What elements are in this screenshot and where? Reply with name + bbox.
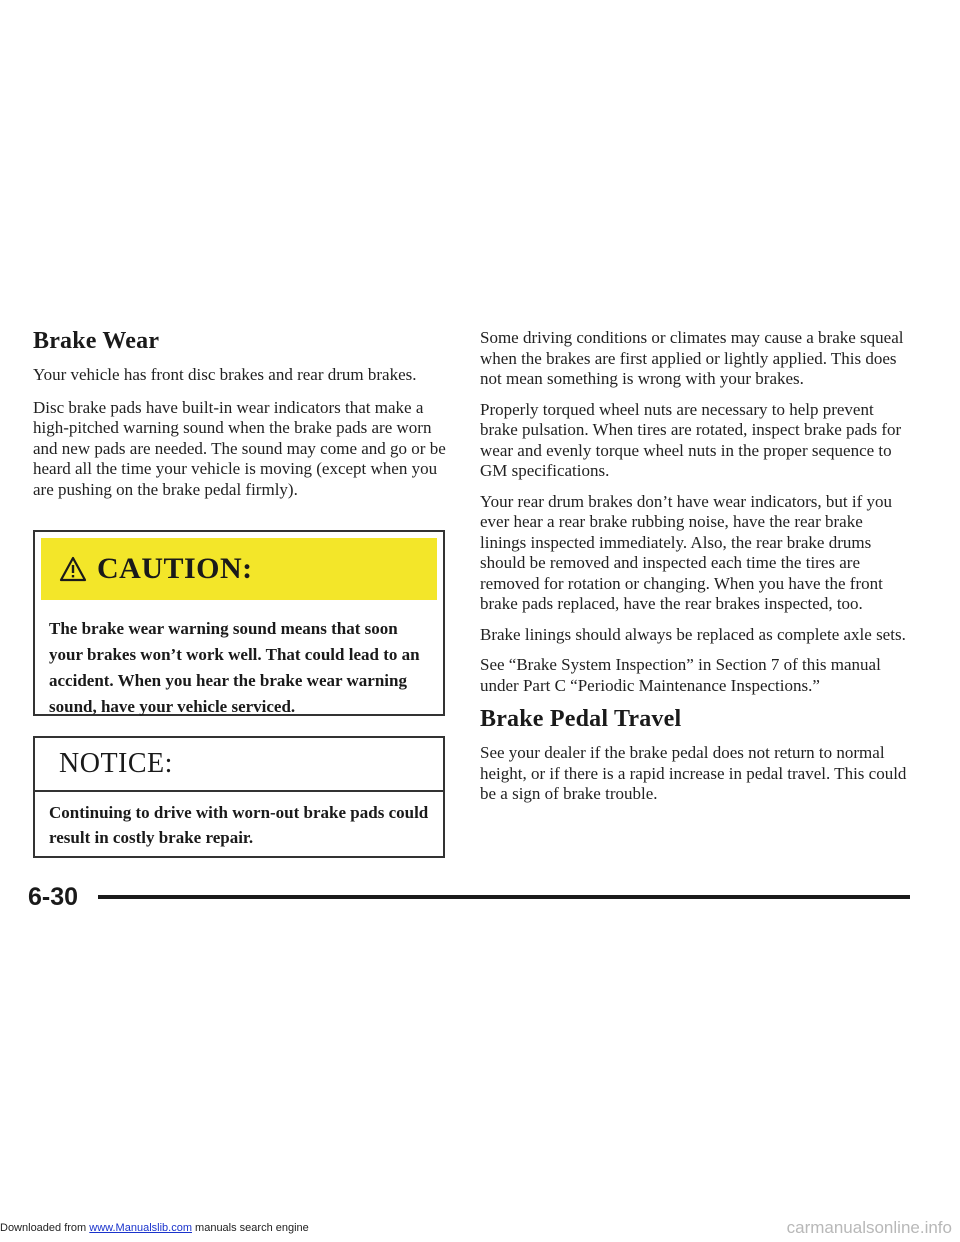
download-prefix: Downloaded from xyxy=(0,1222,90,1234)
paragraph: See “Brake System Inspection” in Section 7 of this manual under Part C “Periodic Maintenance Inspections.” xyxy=(480,655,881,695)
paragraph: Some driving conditions or climates may cause a brake squeal when the brakes are first applied or lightly applied. This does not mean something is wrong with your brakes. xyxy=(480,328,904,388)
notice-box xyxy=(33,736,445,858)
watermark: carmanualsonline.info xyxy=(786,1218,952,1237)
paragraph: Your vehicle has front disc brakes and rear drum brakes. xyxy=(33,365,417,384)
paragraph: See your dealer if the brake pedal does not return to normal height, or if there is a rapid increase in pedal travel. This could be a sign of brake trouble. xyxy=(480,743,907,803)
footer-rule xyxy=(98,895,910,899)
page-number: 6-30 xyxy=(28,883,79,911)
notice-title: NOTICE: xyxy=(59,748,173,779)
section-heading-brake-pedal-travel: Brake Pedal Travel xyxy=(480,706,682,732)
paragraph: Your rear drum brakes don’t have wear indicators, but if you ever hear a rear brake rubbing noise, have the rear brake linings inspected immediately. Also, the rear brake drums should be removed and inspected each time the tires are removed for rotation or changing. When you have the front brake pads replaced, have the rear brakes inspected, too. xyxy=(480,491,892,613)
right-column xyxy=(480,328,910,815)
caution-text: The brake wear warning sound means that soon your brakes won’t work well. That could lead to an accident. When you hear the brake wear warning sound, have your vehicle serviced. xyxy=(49,619,420,716)
download-banner xyxy=(0,1222,309,1234)
caution-box xyxy=(33,530,445,716)
notice-text: Continuing to drive with worn-out brake pads could result in costly brake repair. xyxy=(49,803,429,847)
warning-triangle-icon xyxy=(59,556,87,582)
paragraph: Brake linings should always be replaced as complete axle sets. xyxy=(480,624,906,644)
notice-header xyxy=(35,738,443,792)
section-heading-brake-wear: Brake Wear xyxy=(33,328,160,354)
caution-title: CAUTION: xyxy=(97,552,253,585)
paragraph: Disc brake pads have built-in wear indicators that make a high-pitched warning sound when the brake pads are worn and new pads are needed. The sound may come and go or be heard all the time your vehicle is moving (except when you are pushing on the brake pedal firmly). xyxy=(33,397,446,499)
left-column xyxy=(33,328,453,510)
download-suffix: manuals search engine xyxy=(191,1222,309,1234)
caution-header xyxy=(41,538,437,600)
paragraph: Properly torqued wheel nuts are necessary to help prevent brake pulsation. When tires are rotated, inspect brake pads for wear and evenly torque wheel nuts in the proper sequence to GM specifications. xyxy=(480,399,902,480)
manualslib-link[interactable]: www.Manualslib.com xyxy=(89,1222,192,1234)
